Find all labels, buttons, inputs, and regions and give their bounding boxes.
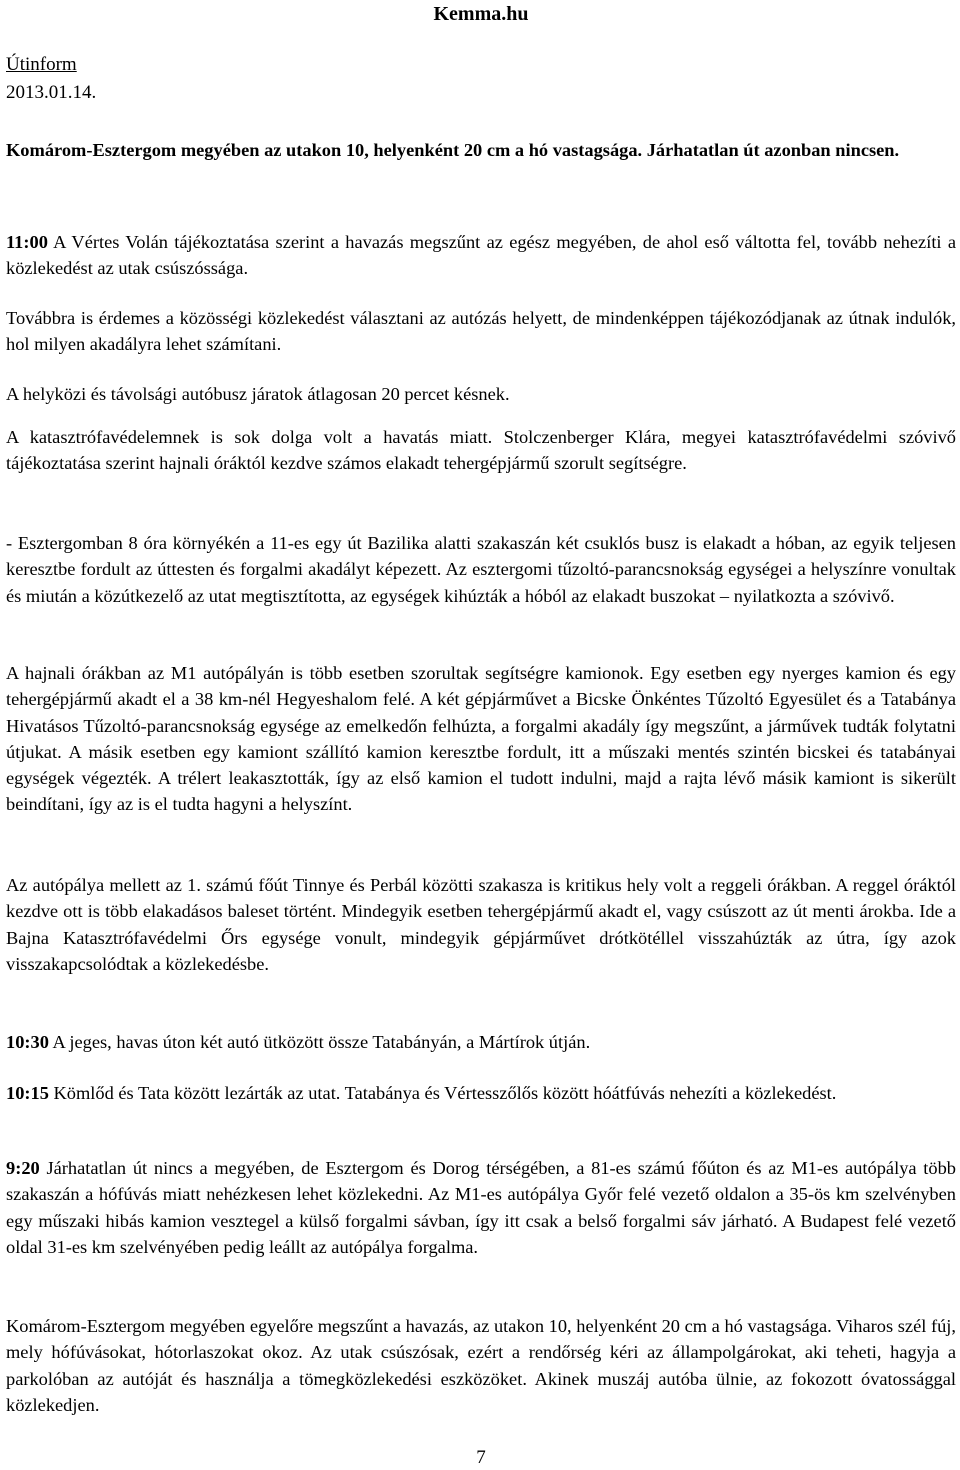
- body-paragraph: [6, 305, 956, 358]
- update-paragraph: [6, 229, 956, 282]
- page-number: 7: [476, 1447, 486, 1468]
- paragraph-text: Továbbra is érdemes a közösségi közlekedést választani az autózás helyett, de mindenképpen tájékozódjanak az útnak indulók, hol milyen akadályra lehet számítani.: [6, 308, 956, 355]
- paragraph-text: A Vértes Volán tájékoztatása szerint a havazás megszűnt az egész megyében, de ahol eső váltotta fel, tovább nehezíti a közlekedést az utak csúszóssága.: [6, 232, 956, 279]
- body-paragraph: [6, 530, 956, 609]
- paragraph-text: A helyközi és távolsági autóbusz járatok átlagosan 20 percet késnek.: [6, 384, 510, 404]
- time-stamp: 9:20: [6, 1158, 40, 1178]
- update-paragraph: [6, 1029, 956, 1055]
- paragraph-text: A jeges, havas úton két autó ütközött össze Tatabányán, a Mártírok útján.: [48, 1032, 591, 1052]
- update-paragraph: [6, 1080, 956, 1106]
- paragraph-text: - Esztergomban 8 óra környékén a 11-es egy út Bazilika alatti szakaszán két csuklós busz is elakadt a hóban, az egyik teljesen keresztbe fordult az úttesten és forgalmi akadályt képezett. Az esztergomi tűzoltó-parancsnokság egységei a helyszínre vonultak és miután a közútkezelő az utat megtisztította, az egységek kihúzták a hóból az elakadt buszokat – nyilatkozta a szóvivő.: [6, 533, 956, 606]
- body-paragraph: [6, 872, 956, 977]
- paragraph-text: Komárom-Esztergom megyében az utakon 10, helyenként 20 cm a hó vastagsága. Járhatatlan út azonban nincsen.: [6, 140, 900, 160]
- site-title: Kemma.hu: [433, 3, 529, 25]
- body-paragraph: [6, 1313, 956, 1418]
- paragraph-text: A katasztrófavédelemnek is sok dolga volt a havatás miatt. Stolczenberger Klára, megyei katasztrófavédelmi szóvivő tájékoztatása szerint hajnali óráktól kezdve számos elakadt tehergépjármű szorult segítségre.: [6, 427, 956, 474]
- body-paragraph: [6, 660, 956, 818]
- time-stamp: 11:00: [6, 232, 48, 252]
- update-paragraph: [6, 1155, 956, 1260]
- paragraph-text: Járhatatlan út nincs a megyében, de Esztergom és Dorog térségében, a 81-es számú főúton és az M1-es autópálya több szakaszán a hófúvás miatt nehézkesen lehet közlekedni. Az M1-es autópálya Győr felé vezető oldalon a 35-ös km szelvényben egy műszaki hibás kamion vesztegel a külső forgalmi sávban, így itt csak a belső forgalmi sáv járható. A Budapest felé vezető oldal 31-es km szelvényében pedig leállt az autópálya forgalma.: [6, 1158, 956, 1257]
- publication-date: 2013.01.14.: [6, 82, 97, 103]
- body-paragraph: [6, 381, 956, 407]
- lead-paragraph: [6, 137, 956, 163]
- time-stamp: 10:15: [6, 1083, 49, 1103]
- paragraph-text: Kömlőd és Tata között lezárták az utat. Tatabánya és Vértesszőlős között hóátfúvás nehezíti a közlekedést.: [48, 1083, 837, 1103]
- time-stamp: 10:30: [6, 1032, 49, 1052]
- source-link[interactable]: Útinform: [6, 54, 77, 75]
- body-paragraph: [6, 424, 956, 477]
- paragraph-text: A hajnali órákban az M1 autópályán is több esetben szorultak segítségre kamionok. Egy esetben egy nyerges kamion és egy tehergépjármű akadt el a 38 km-nél Hegyeshalom felé. A két gépjárművet a Bicske Önkéntes Tűzoltó Egyesület és a Tatabánya Hivatásos Tűzoltó-parancsnokság egysége az emelkedőn felhúzta, a forgalmi akadály így megszűnt, a járművek tudták folytatni útjukat. A másik esetben egy kamiont szállító kamion keresztbe fordult, itt a műszaki mentés szintén bicskei és tatabányai egységek végezték. A trélert leakasztották, így az első kamion el tudott indulni, majd a rajta lévő másik kamiont is sikerült beindítani, így az is el tudta hagyni a helyszínt.: [6, 663, 956, 815]
- paragraph-text: Komárom-Esztergom megyében egyelőre megszűnt a havazás, az utakon 10, helyenként 20 cm a hó vastagsága. Viharos szél fúj, mely hófúvásokat, hótorlaszokat okoz. Az utak csúszósak, ezért a rendőrség kéri az állampolgárokat, aki teheti, hagyja a parkolóban az autóját és használja a tömegközlekedési eszközöket. Akinek muszáj autóba ülnie, az fokozott óvatossággal közlekedjen.: [6, 1316, 956, 1415]
- paragraph-text: Az autópálya mellett az 1. számú főút Tinnye és Perbál közötti szakasza is kritikus hely volt a reggeli órákban. A reggel óráktól kezdve ott is több elakadásos baleset történt. Mindegyik esetben tehergépjármű akadt el, vagy csúszott az út menti árokba. Ide a Bajna Katasztrófavédelmi Őrs egysége vonult, mindegyik gépjárművet drótkötéllel visszahúzták az útra, így azok visszakapcsolódtak a közlekedésbe.: [6, 875, 956, 974]
